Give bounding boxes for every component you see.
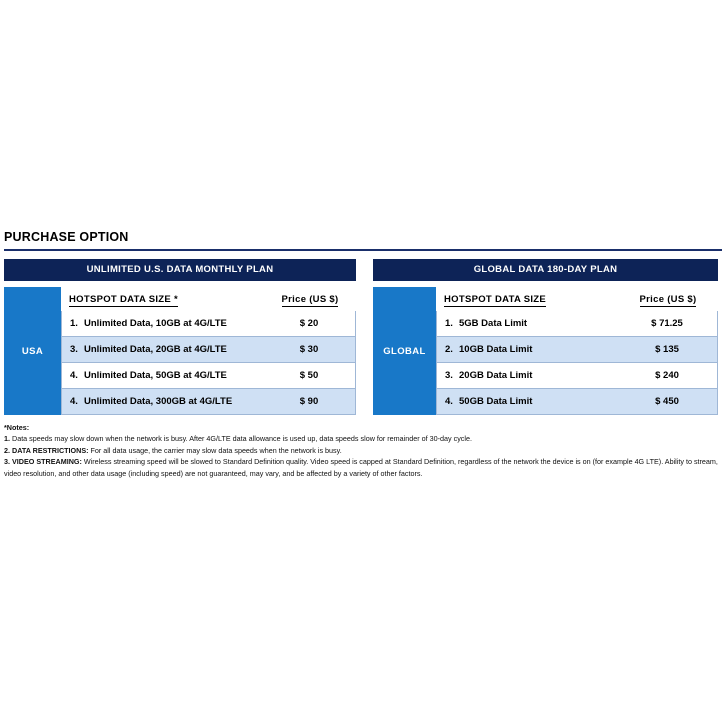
purchase-option-sheet bbox=[0, 228, 724, 479]
table-row[interactable] bbox=[436, 311, 718, 337]
row-text: Unlimited Data, 20GB at 4G/LTE bbox=[84, 344, 227, 355]
row-label bbox=[62, 396, 263, 407]
row-index: 4. bbox=[70, 396, 78, 407]
region-label-usa: USA bbox=[4, 287, 61, 415]
note-text: Data speeds may slow down when the network is busy. After 4G/LTE data allowance is used up, data speeds slow for remainder of 30-day cycle. bbox=[12, 434, 472, 444]
column-header-price-global: Price (US $) bbox=[639, 293, 697, 305]
table-row[interactable] bbox=[436, 389, 718, 415]
panel-global-data bbox=[373, 259, 718, 415]
row-index: 1. bbox=[70, 318, 78, 329]
panel-header-global: GLOBAL DATA 180-DAY PLAN bbox=[373, 259, 718, 281]
panel-body-usa bbox=[4, 287, 356, 415]
row-text: Unlimited Data, 10GB at 4G/LTE bbox=[84, 318, 227, 329]
plan-tables bbox=[0, 251, 724, 415]
rows-usa bbox=[61, 287, 356, 415]
note-number: 2. bbox=[4, 445, 10, 455]
note-item bbox=[4, 445, 718, 456]
note-item bbox=[4, 433, 718, 444]
row-index: 4. bbox=[70, 370, 78, 381]
row-label bbox=[437, 370, 617, 381]
row-label bbox=[62, 370, 263, 381]
row-label bbox=[62, 344, 263, 355]
panel-unlimited-us-data bbox=[4, 259, 356, 415]
table-row[interactable] bbox=[436, 363, 718, 389]
table-row[interactable] bbox=[61, 311, 356, 337]
row-text: Unlimited Data, 300GB at 4G/LTE bbox=[84, 396, 233, 407]
table-row[interactable] bbox=[61, 337, 356, 363]
row-index: 3. bbox=[70, 344, 78, 355]
row-text: 10GB Data Limit bbox=[459, 344, 533, 355]
table-header-row-global bbox=[436, 287, 718, 311]
table-row[interactable] bbox=[61, 389, 356, 415]
page-title bbox=[0, 228, 724, 248]
row-price: $ 450 bbox=[655, 396, 679, 407]
row-index: 2. bbox=[445, 344, 453, 355]
row-price: $ 30 bbox=[299, 344, 319, 355]
row-price: $ 71.25 bbox=[651, 318, 683, 329]
column-header-size-global: HOTSPOT DATA SIZE bbox=[444, 293, 547, 305]
table-header-row-usa bbox=[61, 287, 356, 311]
row-label bbox=[62, 318, 263, 329]
panel-body-global bbox=[373, 287, 718, 415]
note-text: For all data usage, the carrier may slow data speeds when the network is busy. bbox=[90, 445, 342, 455]
row-price: $ 90 bbox=[299, 396, 319, 407]
row-text: 5GB Data Limit bbox=[459, 318, 528, 329]
row-label bbox=[437, 396, 617, 407]
note-bold-label: DATA RESTRICTIONS: bbox=[12, 445, 89, 455]
row-price: $ 240 bbox=[655, 370, 679, 381]
note-text: Wireless streaming speed will be slowed to Standard Definition quality. Video speed is capped at Standard Definition, regardless of the network the device is on (for example 4G LTE). Ability to stream, video resolution, and other data usage (including speed) are not guaranteed, may vary, and be affected by a variety of other factors. bbox=[4, 457, 718, 478]
row-index: 4. bbox=[445, 396, 453, 407]
row-price: $ 50 bbox=[299, 370, 319, 381]
note-number: 1. bbox=[4, 434, 10, 444]
row-text: 20GB Data Limit bbox=[459, 370, 533, 381]
note-bold-label: VIDEO STREAMING: bbox=[12, 457, 82, 467]
row-text: 50GB Data Limit bbox=[459, 396, 533, 407]
row-index: 1. bbox=[445, 318, 453, 329]
row-price: $ 135 bbox=[655, 344, 679, 355]
page-title-text: PURCHASE OPTION bbox=[4, 230, 129, 244]
row-label bbox=[437, 318, 617, 329]
row-label bbox=[437, 344, 617, 355]
region-label-global: GLOBAL bbox=[373, 287, 436, 415]
note-number: 3. bbox=[4, 457, 10, 467]
column-header-size-usa: HOTSPOT DATA SIZE * bbox=[69, 293, 178, 305]
row-price: $ 20 bbox=[299, 318, 319, 329]
notes-section bbox=[0, 415, 724, 479]
row-text: Unlimited Data, 50GB at 4G/LTE bbox=[84, 370, 227, 381]
table-row[interactable] bbox=[61, 363, 356, 389]
row-index: 3. bbox=[445, 370, 453, 381]
column-header-price-usa: Price (US $) bbox=[281, 293, 339, 305]
panel-header-usa: UNLIMITED U.S. DATA MONTHLY PLAN bbox=[4, 259, 356, 281]
table-row[interactable] bbox=[436, 337, 718, 363]
rows-global bbox=[436, 287, 718, 415]
notes-heading: *Notes: bbox=[4, 423, 30, 432]
note-item bbox=[4, 456, 718, 479]
